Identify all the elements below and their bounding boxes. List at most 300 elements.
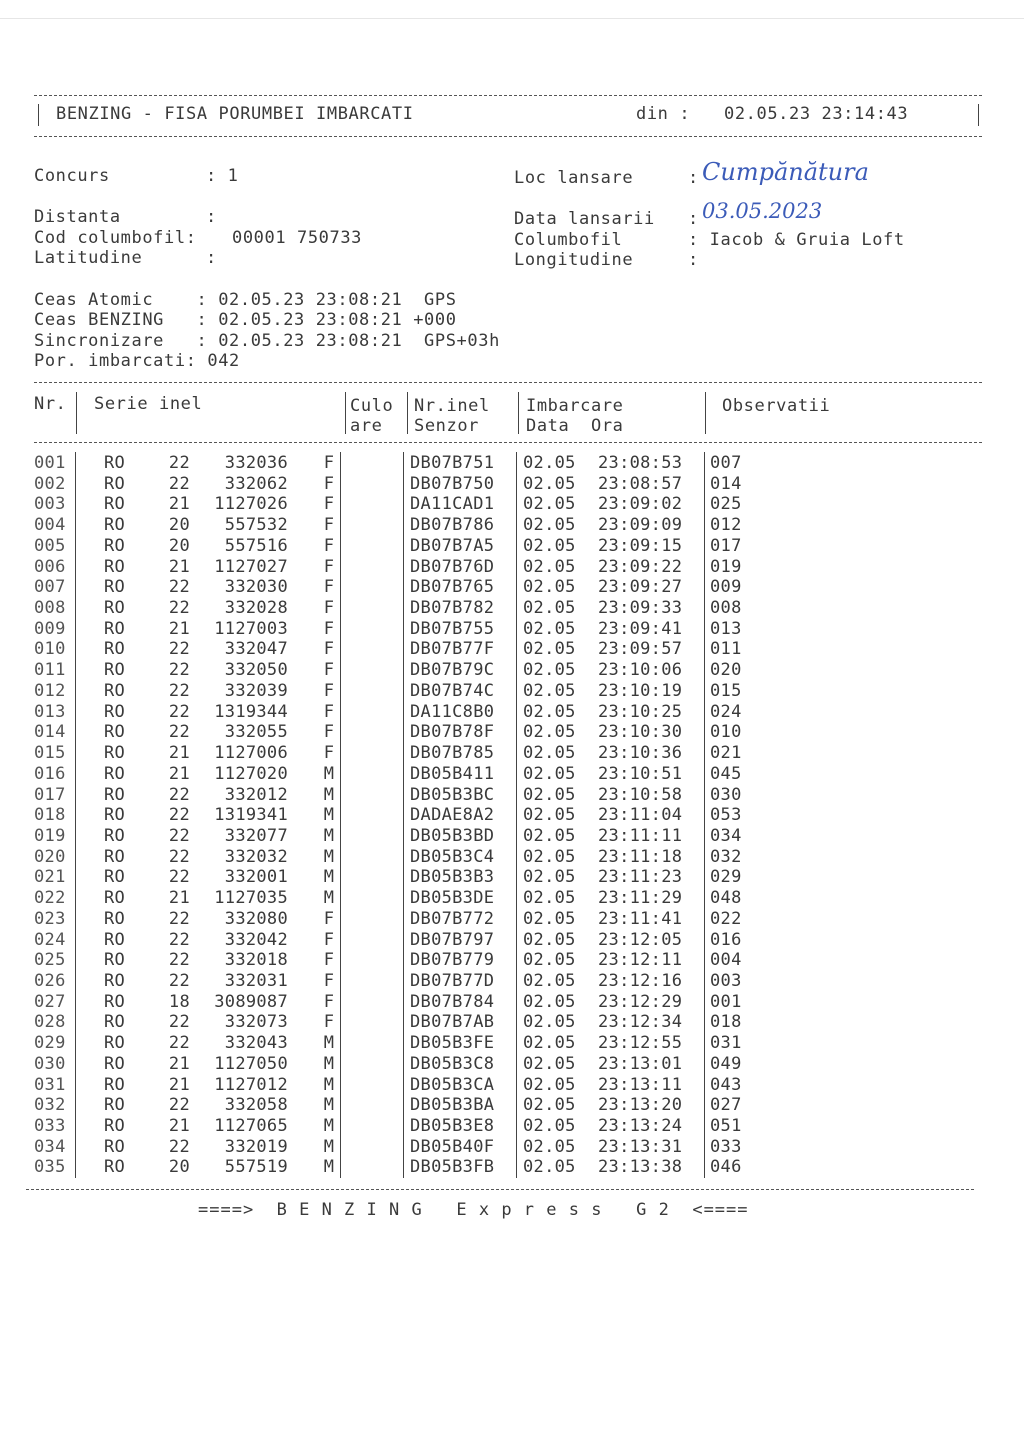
table-row: [0, 971, 1024, 992]
col-imbarcare: Imbarcare: [526, 396, 624, 416]
row-sex: F: [323, 473, 335, 494]
row-nr: 030: [34, 1053, 66, 1074]
row-year: 22: [168, 1095, 190, 1116]
row-time: 23:11:04: [598, 805, 683, 826]
row-year: 18: [168, 991, 190, 1012]
row-observatii: 024: [710, 701, 742, 722]
row-date: 02.05: [523, 473, 576, 494]
distanta-value: :: [206, 207, 217, 227]
row-ring-number: 332050: [224, 660, 288, 681]
row-sex: F: [323, 929, 335, 950]
row-observatii: 003: [710, 971, 742, 991]
row-observatii: 049: [710, 1053, 742, 1074]
row-date: 02.05: [523, 535, 576, 556]
row-date: 02.05: [523, 1136, 576, 1157]
row-observatii: 046: [710, 1157, 742, 1178]
row-ring-number: 1319341: [214, 805, 288, 826]
longitudine-value: :: [688, 250, 699, 270]
row-sensor: DB05B3DE: [410, 888, 495, 909]
row-sex: M: [323, 867, 335, 888]
row-ring-number: 1127006: [214, 743, 288, 764]
row-year: 22: [168, 1136, 190, 1157]
col-nr-inel: Nr.inel: [414, 396, 490, 416]
row-ring-number: 332039: [224, 680, 288, 701]
row-country: RO: [104, 680, 126, 701]
row-country: RO: [104, 867, 126, 888]
row-country: RO: [104, 701, 126, 722]
row-date: 02.05: [523, 971, 576, 991]
row-ring-number: 332018: [224, 950, 288, 971]
row-country: RO: [104, 763, 126, 784]
row-observatii: 032: [710, 846, 742, 867]
row-time: 23:11:41: [598, 908, 683, 929]
latitudine-label: Latitudine: [34, 248, 143, 268]
row-time: 23:13:11: [598, 1074, 683, 1095]
table-row: [0, 950, 1024, 971]
row-nr: 007: [34, 577, 66, 598]
row-sensor: DB07B750: [410, 473, 495, 494]
row-nr: 032: [34, 1095, 66, 1116]
concurs-label: Concurs: [34, 166, 110, 186]
row-country: RO: [104, 888, 126, 909]
scan-edge-line: [0, 18, 1024, 19]
row-nr: 014: [34, 722, 66, 743]
row-ring-number: 3089087: [214, 991, 288, 1012]
table-row: [0, 1157, 1024, 1178]
row-sensor: DB07B755: [410, 618, 495, 639]
row-date: 02.05: [523, 743, 576, 764]
row-country: RO: [104, 743, 126, 764]
row-ring-number: 332032: [224, 846, 288, 867]
col-culoare-2: are: [350, 416, 383, 436]
table-row: [0, 619, 1024, 640]
row-ring-number: 332031: [224, 971, 288, 991]
col-nr: Nr.: [34, 394, 67, 414]
columbofil-label: Columbofil: [514, 230, 623, 250]
table-row: [0, 888, 1024, 909]
row-time: 23:09:09: [598, 515, 683, 536]
row-nr: 020: [34, 846, 66, 867]
row-country: RO: [104, 577, 126, 598]
row-sensor: DB07B772: [410, 908, 495, 929]
row-nr: 017: [34, 784, 66, 805]
row-time: 23:10:30: [598, 722, 683, 743]
row-sex: M: [323, 763, 335, 784]
row-time: 23:09:15: [598, 535, 683, 556]
row-time: 23:11:29: [598, 888, 683, 909]
row-nr: 011: [34, 660, 66, 681]
row-observatii: 004: [710, 950, 742, 971]
row-time: 23:10:19: [598, 680, 683, 701]
row-sensor: DB07B785: [410, 743, 495, 764]
row-year: 22: [168, 805, 190, 826]
row-sensor: DA11C8B0: [410, 701, 495, 722]
row-date: 02.05: [523, 867, 576, 888]
table-row: [0, 702, 1024, 723]
table-row: [0, 992, 1024, 1013]
row-nr: 031: [34, 1074, 66, 1095]
row-sensor: DB07B784: [410, 991, 495, 1012]
table-row: [0, 453, 1024, 474]
row-sex: F: [323, 660, 335, 681]
table-row: [0, 1012, 1024, 1033]
row-sensor: DA11CAD1: [410, 494, 495, 515]
row-country: RO: [104, 784, 126, 805]
row-date: 02.05: [523, 950, 576, 971]
row-sex: M: [323, 888, 335, 909]
row-sex: M: [323, 1033, 335, 1054]
row-nr: 023: [34, 908, 66, 929]
row-date: 02.05: [523, 805, 576, 826]
row-country: RO: [104, 805, 126, 826]
row-year: 21: [168, 1053, 190, 1074]
row-sex: M: [323, 1116, 335, 1137]
row-country: RO: [104, 908, 126, 929]
row-sex: M: [323, 805, 335, 826]
row-sensor: DB05B3BC: [410, 784, 495, 805]
row-nr: 024: [34, 929, 66, 950]
row-sensor: DB05B40F: [410, 1136, 495, 1157]
row-year: 21: [168, 1074, 190, 1095]
row-sex: F: [323, 618, 335, 639]
row-observatii: 008: [710, 598, 742, 619]
row-observatii: 022: [710, 908, 742, 929]
table-row: [0, 557, 1024, 578]
row-sex: M: [323, 1136, 335, 1157]
col-data-ora: Data Ora: [526, 416, 624, 436]
row-time: 23:11:11: [598, 825, 683, 846]
row-time: 23:09:22: [598, 556, 683, 577]
row-nr: 008: [34, 598, 66, 619]
row-sensor: DB05B3C8: [410, 1053, 495, 1074]
row-ring-number: 332062: [224, 473, 288, 494]
col-divider-4: [518, 392, 519, 434]
row-year: 22: [168, 846, 190, 867]
row-nr: 025: [34, 950, 66, 971]
header-top-rule: [34, 95, 982, 96]
row-sensor: DB05B3FE: [410, 1033, 495, 1054]
row-sex: F: [323, 639, 335, 660]
row-date: 02.05: [523, 556, 576, 577]
table-header-top-rule: [34, 382, 982, 383]
row-year: 22: [168, 473, 190, 494]
row-date: 02.05: [523, 639, 576, 660]
row-date: 02.05: [523, 929, 576, 950]
row-country: RO: [104, 618, 126, 639]
row-nr: 005: [34, 535, 66, 556]
row-date: 02.05: [523, 577, 576, 598]
row-time: 23:11:18: [598, 846, 683, 867]
table-row: [0, 743, 1024, 764]
row-country: RO: [104, 929, 126, 950]
table-row: [0, 660, 1024, 681]
row-observatii: 034: [710, 825, 742, 846]
cod-columbofil-label: Cod columbofil:: [34, 228, 197, 248]
header-right-bar: [978, 104, 979, 126]
row-sensor: DB07B76D: [410, 556, 495, 577]
table-row: [0, 764, 1024, 785]
row-date: 02.05: [523, 680, 576, 701]
row-time: 23:08:53: [598, 453, 683, 473]
row-year: 22: [168, 660, 190, 681]
row-ring-number: 1127020: [214, 763, 288, 784]
row-country: RO: [104, 1116, 126, 1137]
table-row: [0, 805, 1024, 826]
row-sex: M: [323, 825, 335, 846]
row-date: 02.05: [523, 722, 576, 743]
row-nr: 033: [34, 1116, 66, 1137]
row-date: 02.05: [523, 494, 576, 515]
row-sensor: DB07B78F: [410, 722, 495, 743]
row-sex: F: [323, 680, 335, 701]
row-country: RO: [104, 494, 126, 515]
row-ring-number: 332042: [224, 929, 288, 950]
row-year: 21: [168, 743, 190, 764]
row-observatii: 027: [710, 1095, 742, 1116]
row-nr: 029: [34, 1033, 66, 1054]
row-ring-number: 332073: [224, 1012, 288, 1033]
row-date: 02.05: [523, 1095, 576, 1116]
row-ring-number: 332055: [224, 722, 288, 743]
row-sex: F: [323, 722, 335, 743]
row-country: RO: [104, 1157, 126, 1178]
row-time: 23:12:16: [598, 971, 683, 991]
row-observatii: 001: [710, 991, 742, 1012]
distanta-label: Distanta: [34, 207, 121, 227]
row-time: 23:10:51: [598, 763, 683, 784]
row-ring-number: 332012: [224, 784, 288, 805]
row-date: 02.05: [523, 763, 576, 784]
table-row: [0, 847, 1024, 868]
sincronizare-line: Sincronizare : 02.05.23 23:08:21 GPS+03h: [34, 331, 500, 351]
row-time: 23:12:55: [598, 1033, 683, 1054]
row-sensor: DB07B786: [410, 515, 495, 536]
row-nr: 019: [34, 825, 66, 846]
col-divider-3: [407, 392, 408, 434]
row-nr: 022: [34, 888, 66, 909]
table-row: [0, 1033, 1024, 1054]
row-time: 23:10:25: [598, 701, 683, 722]
row-time: 23:09:57: [598, 639, 683, 660]
row-time: 23:10:58: [598, 784, 683, 805]
row-time: 23:13:38: [598, 1157, 683, 1178]
longitudine-label: Longitudine: [514, 250, 634, 270]
row-ring-number: 332036: [224, 453, 288, 473]
row-ring-number: 332080: [224, 908, 288, 929]
row-sex: F: [323, 950, 335, 971]
row-sex: F: [323, 1012, 335, 1033]
row-time: 23:12:34: [598, 1012, 683, 1033]
row-ring-number: 557532: [224, 515, 288, 536]
row-observatii: 045: [710, 763, 742, 784]
row-observatii: 031: [710, 1033, 742, 1054]
row-sex: F: [323, 971, 335, 991]
row-ring-number: 332030: [224, 577, 288, 598]
table-row: [0, 515, 1024, 536]
row-sex: F: [323, 991, 335, 1012]
row-year: 22: [168, 577, 190, 598]
row-nr: 009: [34, 618, 66, 639]
col-serie-inel: Serie inel: [94, 394, 203, 414]
row-country: RO: [104, 950, 126, 971]
row-time: 23:13:24: [598, 1116, 683, 1137]
row-year: 22: [168, 825, 190, 846]
row-time: 23:12:05: [598, 929, 683, 950]
row-observatii: 033: [710, 1136, 742, 1157]
row-year: 21: [168, 494, 190, 515]
row-observatii: 011: [710, 639, 742, 660]
row-sex: M: [323, 1157, 335, 1178]
row-sex: M: [323, 846, 335, 867]
row-sensor: DB07B74C: [410, 680, 495, 701]
row-nr: 002: [34, 473, 66, 494]
row-sex: F: [323, 598, 335, 619]
row-country: RO: [104, 991, 126, 1012]
row-observatii: 015: [710, 680, 742, 701]
row-sensor: DB07B77D: [410, 971, 495, 991]
header-bottom-rule: [34, 136, 982, 137]
row-ring-number: 1127050: [214, 1053, 288, 1074]
row-year: 22: [168, 1033, 190, 1054]
row-sensor: DB05B411: [410, 763, 495, 784]
row-sensor: DB07B797: [410, 929, 495, 950]
row-time: 23:10:36: [598, 743, 683, 764]
row-nr: 021: [34, 867, 66, 888]
row-time: 23:12:29: [598, 991, 683, 1012]
row-country: RO: [104, 825, 126, 846]
row-ring-number: 557516: [224, 535, 288, 556]
row-sex: F: [323, 701, 335, 722]
row-country: RO: [104, 1012, 126, 1033]
row-sex: F: [323, 494, 335, 515]
row-sex: M: [323, 784, 335, 805]
row-nr: 006: [34, 556, 66, 577]
row-sensor: DB07B751: [410, 453, 495, 473]
table-row: [0, 598, 1024, 619]
row-date: 02.05: [523, 598, 576, 619]
row-nr: 034: [34, 1136, 66, 1157]
columbofil-value: : Iacob & Gruia Loft: [688, 230, 905, 250]
footer-banner: ====> B E N Z I N G E x p r e s s G 2 <====: [198, 1200, 749, 1220]
row-time: 23:11:23: [598, 867, 683, 888]
row-year: 21: [168, 556, 190, 577]
row-observatii: 016: [710, 929, 742, 950]
table-row: [0, 681, 1024, 702]
row-year: 20: [168, 1157, 190, 1178]
row-nr: 001: [34, 453, 66, 473]
row-country: RO: [104, 660, 126, 681]
row-year: 22: [168, 867, 190, 888]
row-country: RO: [104, 1136, 126, 1157]
row-sensor: DB05B3BD: [410, 825, 495, 846]
row-year: 22: [168, 929, 190, 950]
row-time: 23:09:41: [598, 618, 683, 639]
row-date: 02.05: [523, 660, 576, 681]
row-time: 23:13:20: [598, 1095, 683, 1116]
row-country: RO: [104, 846, 126, 867]
row-ring-number: 332028: [224, 598, 288, 619]
table-row: [0, 1137, 1024, 1158]
latitudine-value: :: [206, 248, 217, 268]
row-ring-number: 1127065: [214, 1116, 288, 1137]
row-year: 21: [168, 1116, 190, 1137]
row-sensor: DB05B3E8: [410, 1116, 495, 1137]
row-sensor: DB07B79C: [410, 660, 495, 681]
table-row: [0, 826, 1024, 847]
row-nr: 012: [34, 680, 66, 701]
table-row: [0, 867, 1024, 888]
row-observatii: 017: [710, 535, 742, 556]
row-date: 02.05: [523, 846, 576, 867]
row-nr: 013: [34, 701, 66, 722]
row-sensor: DADAE8A2: [410, 805, 495, 826]
row-date: 02.05: [523, 825, 576, 846]
row-sensor: DB05B3CA: [410, 1074, 495, 1095]
row-date: 02.05: [523, 784, 576, 805]
row-observatii: 019: [710, 556, 742, 577]
row-sex: M: [323, 1074, 335, 1095]
report-date-label: din :: [636, 104, 691, 124]
row-year: 22: [168, 1012, 190, 1033]
row-year: 22: [168, 453, 190, 473]
cod-columbofil-value: 00001 750733: [232, 228, 363, 248]
row-year: 20: [168, 515, 190, 536]
row-date: 02.05: [523, 888, 576, 909]
row-observatii: 048: [710, 888, 742, 909]
row-year: 22: [168, 971, 190, 991]
row-sensor: DB07B7AB: [410, 1012, 495, 1033]
row-date: 02.05: [523, 701, 576, 722]
row-observatii: 021: [710, 743, 742, 764]
row-observatii: 018: [710, 1012, 742, 1033]
porumbei-imbarcati-line: Por. imbarcati: 042: [34, 351, 240, 371]
row-year: 22: [168, 639, 190, 660]
concurs-value: : 1: [206, 166, 239, 186]
row-year: 22: [168, 598, 190, 619]
row-ring-number: 557519: [224, 1157, 288, 1178]
row-country: RO: [104, 598, 126, 619]
row-country: RO: [104, 535, 126, 556]
row-year: 22: [168, 680, 190, 701]
data-lansarii-sep: :: [688, 209, 699, 229]
row-observatii: 009: [710, 577, 742, 598]
row-nr: 028: [34, 1012, 66, 1033]
row-observatii: 014: [710, 473, 742, 494]
row-country: RO: [104, 515, 126, 536]
row-date: 02.05: [523, 1157, 576, 1178]
row-time: 23:08:57: [598, 473, 683, 494]
row-time: 23:12:11: [598, 950, 683, 971]
row-sensor: DB07B7A5: [410, 535, 495, 556]
row-sex: F: [323, 535, 335, 556]
row-ring-number: 1127027: [214, 556, 288, 577]
row-observatii: 029: [710, 867, 742, 888]
row-date: 02.05: [523, 1012, 576, 1033]
row-date: 02.05: [523, 908, 576, 929]
row-year: 22: [168, 908, 190, 929]
row-ring-number: 1319344: [214, 701, 288, 722]
report-title: BENZING - FISA PORUMBEI IMBARCATI: [56, 104, 414, 124]
loc-lansare-label: Loc lansare: [514, 168, 634, 188]
row-ring-number: 332047: [224, 639, 288, 660]
table-row: [0, 1116, 1024, 1137]
row-sex: M: [323, 1053, 335, 1074]
row-sex: M: [323, 1095, 335, 1116]
row-year: 21: [168, 888, 190, 909]
row-sensor: DB05B3B3: [410, 867, 495, 888]
row-time: 23:13:31: [598, 1136, 683, 1157]
table-bottom-rule: [26, 1189, 974, 1190]
